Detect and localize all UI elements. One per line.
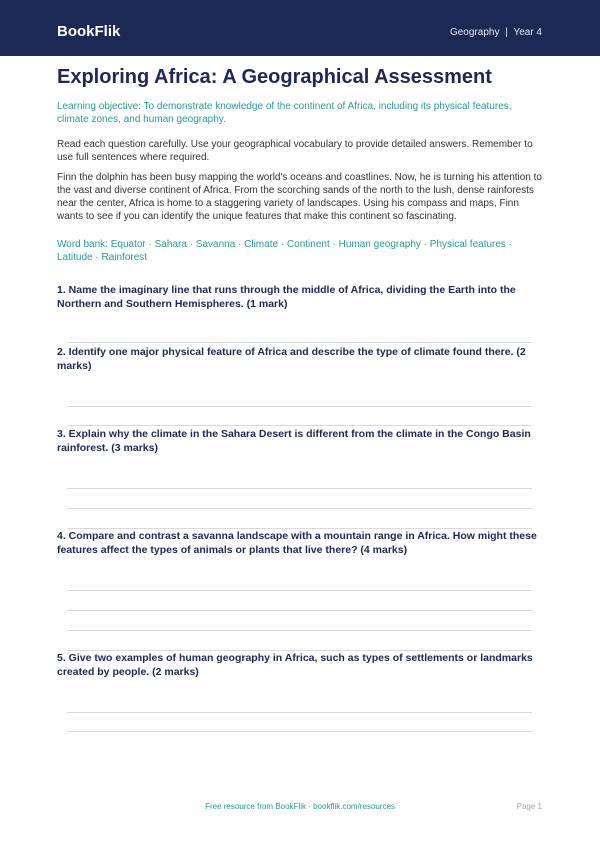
year-label: Year 4	[513, 27, 542, 38]
answer-line[interactable]	[67, 488, 532, 489]
question-3: 3. Explain why the climate in the Sahara Desert is different from the climate in the Congo Basin rainforest. (3 marks)	[57, 428, 531, 454]
subject-label: Geography	[449, 27, 500, 38]
intro-paragraph: Finn the dolphin has been busy mapping the world's oceans and coastlines. Now, he is turning his attention to the vast and diverse continent of Africa. From the scorching sands of the north to the lush, dense rainforests near the center, Africa is home to a staggering variety of landscapes. Using his compass and maps, Finn wants to see if you can identify the unique features that make this continent so fascinating.	[57, 172, 542, 222]
word-bank: Word bank: Equator · Sahara · Savanna · Climate · Continent · Human geography · Physical features · Latitude · Rainforest	[57, 239, 513, 263]
page-number: Page 1	[516, 802, 542, 811]
brand-logo: BookFlik	[57, 23, 121, 40]
answer-line[interactable]	[67, 342, 532, 343]
question-2: 2. Identify one major physical feature of Africa and describe the type of climate found there. (2 marks)	[57, 346, 526, 372]
question-1: 1. Name the imaginary line that runs through the middle of Africa, dividing the Earth into the Northern and Southern Hemispheres. (1 mark)	[57, 284, 516, 310]
instructions: Read each question carefully. Use your geographical vocabulary to provide detailed answers. Remember to use full sentences where required.	[57, 139, 533, 163]
learning-objective: Learning objective: To demonstrate knowledge of the continent of Africa, including its physical features, climate zones, and human geography.	[57, 101, 512, 125]
answer-line[interactable]	[67, 712, 532, 713]
answer-line[interactable]	[67, 508, 532, 509]
answer-line[interactable]	[67, 610, 532, 611]
answer-line[interactable]	[67, 406, 532, 407]
question-5: 5. Give two examples of human geography in Africa, such as types of settlements or landmarks created by people. (2 marks)	[57, 652, 533, 678]
answer-line[interactable]	[67, 590, 532, 591]
footer-text: Free resource from BookFlik · bookflik.com/resources	[205, 802, 395, 811]
header-bar	[0, 0, 600, 56]
question-4: 4. Compare and contrast a savanna landscape with a mountain range in Africa. How might these features affect the types of animals or plants that live there? (4 marks)	[57, 530, 537, 556]
page-title: Exploring Africa: A Geographical Assessment	[57, 66, 492, 88]
separator: |	[505, 27, 508, 38]
answer-line[interactable]	[67, 425, 532, 426]
answer-line[interactable]	[67, 630, 532, 631]
answer-line[interactable]	[67, 731, 532, 732]
subject-year	[450, 27, 542, 39]
